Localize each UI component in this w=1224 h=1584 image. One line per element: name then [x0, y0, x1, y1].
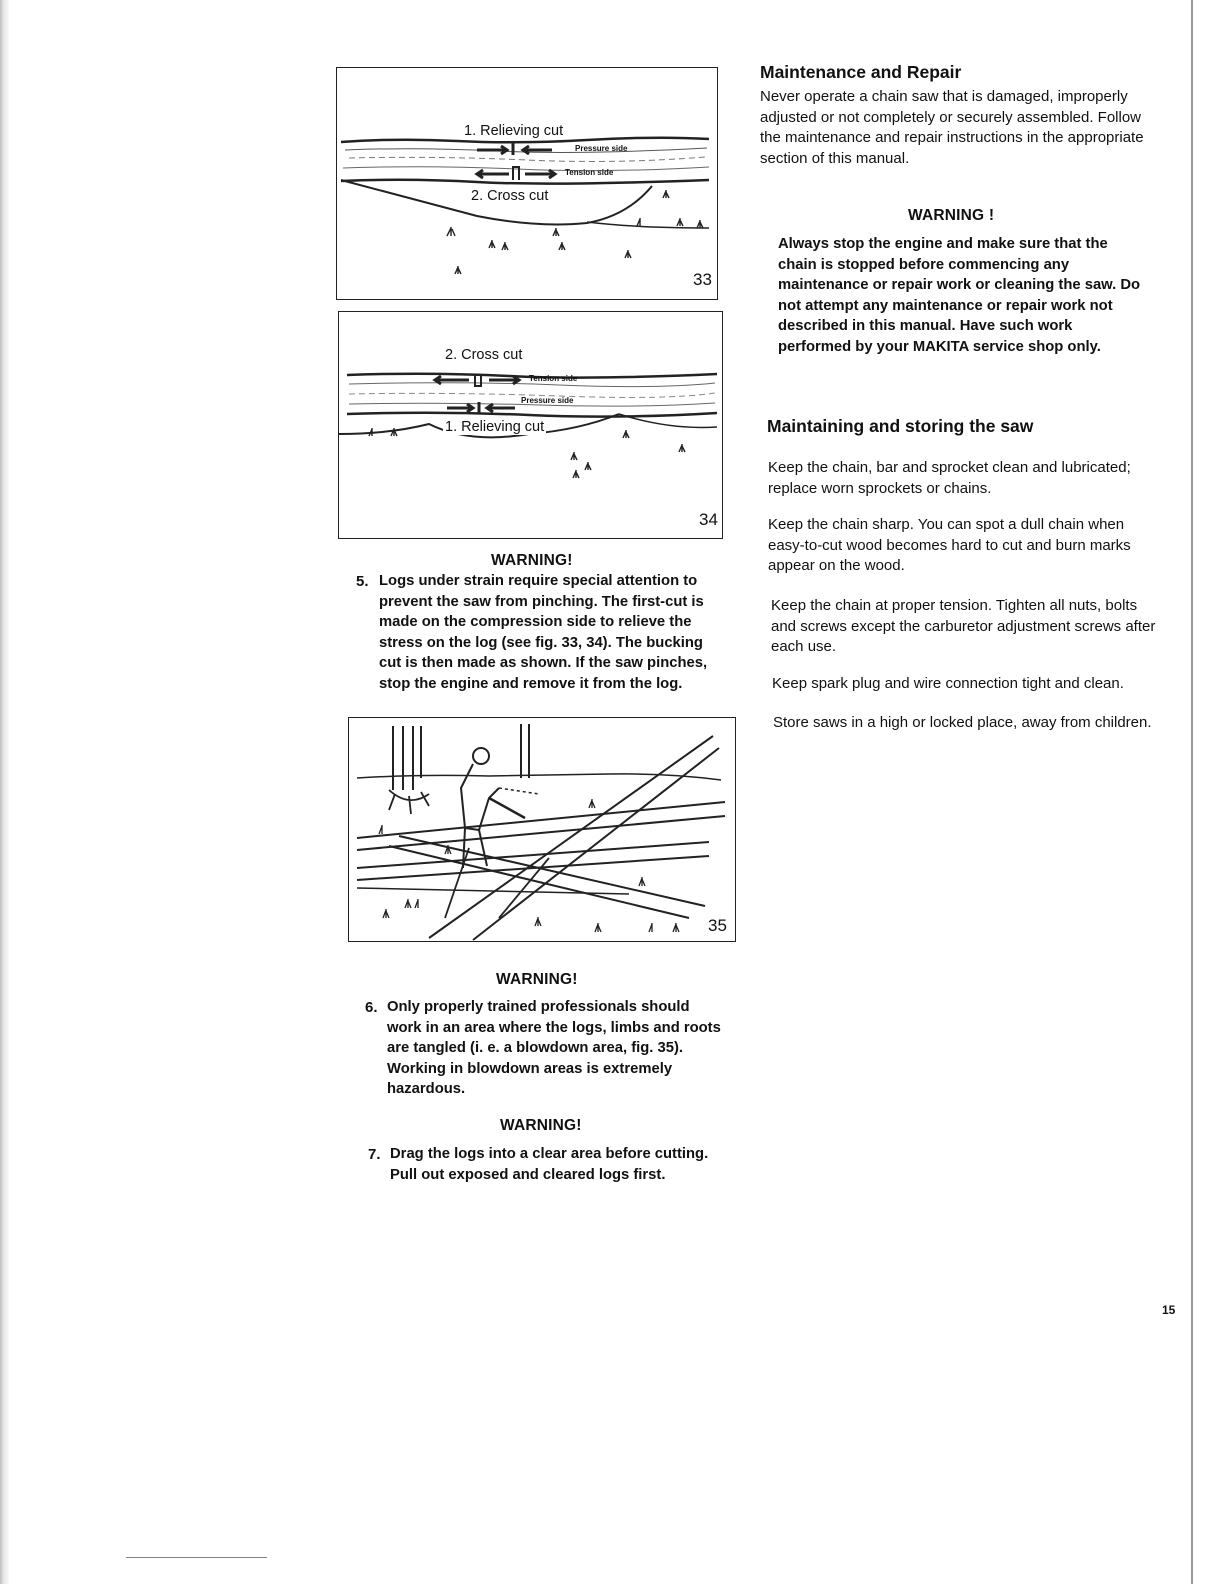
storing-paragraph-4: Keep spark plug and wire connection tight and clean.	[772, 675, 1124, 692]
storing-paragraph-5: Store saws in a high or locked place, away from children.	[773, 714, 1152, 731]
warning-6-number: 6.	[365, 999, 378, 1016]
storing-title: Maintaining and storing the saw	[767, 416, 1034, 436]
figure-34-number: 34	[699, 510, 718, 529]
figure-34-label-relieving-cut: 1. Relieving cut	[445, 419, 545, 435]
maintenance-warning-heading: WARNING !	[908, 207, 995, 224]
figure-35	[348, 717, 736, 942]
figure-33-label-relieving-cut: 1. Relieving cut	[464, 123, 564, 139]
figure-33-number: 33	[693, 270, 712, 289]
figure-34-label-cross-cut: 2. Cross cut	[445, 347, 523, 363]
maintenance-warning-text: Always stop the engine and make sure that the chain is stopped before commencing any maintenance or repair work or cleaning the saw. Do not attempt any maintenance or repair work not described in this manual. Have such work performed by your MAKITA service shop only.	[778, 236, 1141, 355]
scan-edge	[0, 0, 9, 1584]
maintenance-title: Maintenance and Repair	[760, 62, 962, 82]
warning-5-text: Logs under strain require special attention to prevent the saw from pinching. The first-cut is made on the compression side to relieve the stress on the log (see fig. 33, 34). The bucking cut is then made as shown. If the saw pinches, stop the engine and remove it from the log.	[379, 573, 708, 692]
warning-6-text: Only properly trained professionals should work in an area where the logs, limbs and roots are tangled (i. e. a blowdown area, fig. 35). Working in blowdown areas is extremely hazardous.	[387, 999, 721, 1097]
scan-edge	[1191, 0, 1193, 1584]
warning-7-number: 7.	[368, 1146, 381, 1163]
warning-5-heading: WARNING!	[491, 552, 573, 569]
storing-paragraph-2: Keep the chain sharp. You can spot a dull chain when easy-to-cut wood becomes hard to cut and burn marks appear on the wood.	[768, 516, 1131, 574]
figure-34	[338, 311, 723, 539]
warning-7-heading: WARNING!	[500, 1117, 582, 1134]
figure-35-number: 35	[708, 916, 727, 935]
storing-paragraph-3: Keep the chain at proper tension. Tighten all nuts, bolts and screws except the carburetor adjustment screws after each use.	[771, 597, 1156, 655]
storing-paragraph-1: Keep the chain, bar and sprocket clean and lubricated; replace worn sprockets or chains.	[768, 459, 1131, 497]
warning-5-number: 5.	[356, 573, 369, 590]
figure-33	[336, 67, 718, 300]
figure-34-pressure-side: Pressure side	[521, 396, 574, 405]
page-number: 15	[1162, 1303, 1176, 1317]
warning-6-heading: WARNING!	[496, 971, 578, 988]
figure-33-tension-side: Tension side	[565, 168, 614, 177]
warning-7-text: Drag the logs into a clear area before cutting. Pull out exposed and cleared logs first.	[390, 1146, 709, 1183]
figure-33-label-cross-cut: 2. Cross cut	[471, 188, 549, 204]
footer-rule	[126, 1557, 267, 1558]
figure-34-tension-side: Tension side	[529, 374, 578, 383]
figure-35-illustration	[349, 718, 735, 941]
figure-33-pressure-side: Pressure side	[575, 144, 628, 153]
maintenance-text: Never operate a chain saw that is damaged, improperly adjusted or not completely or securely assembled. Follow the maintenance and repair instructions in the appropriate section of this manual.	[760, 88, 1144, 167]
figure-33-illustration	[337, 68, 717, 299]
